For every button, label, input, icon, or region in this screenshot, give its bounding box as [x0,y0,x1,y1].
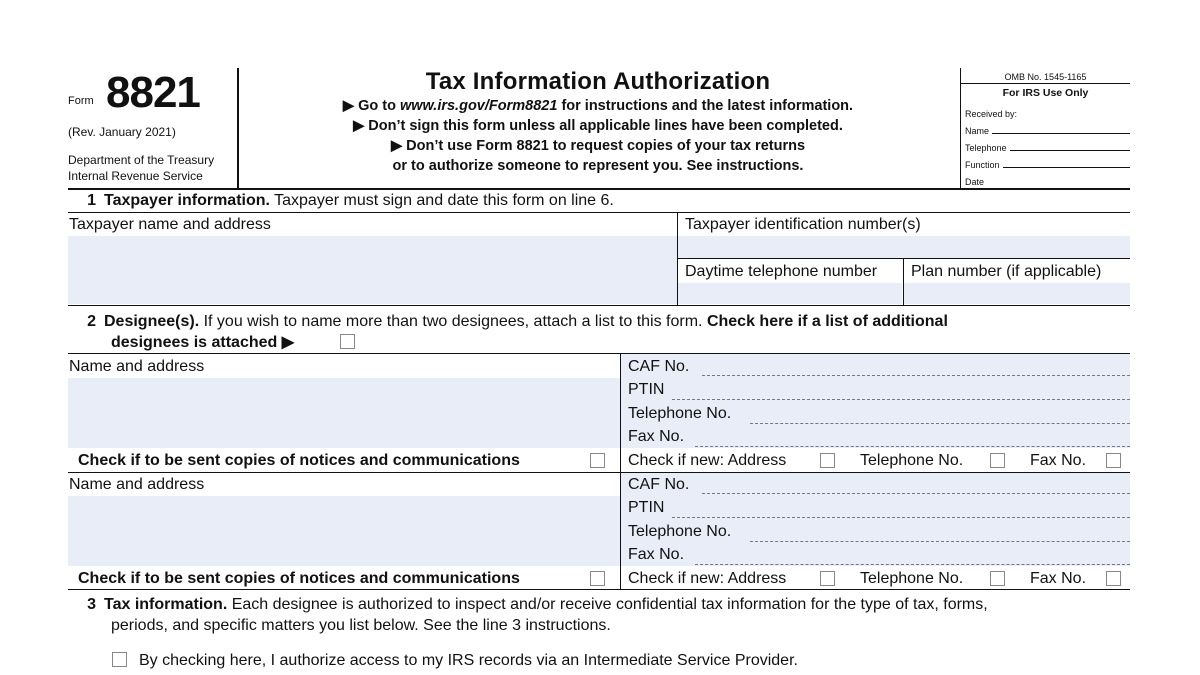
designee-1-ptin-label: PTIN [628,381,665,398]
department-block [68,152,214,184]
omb-number: OMB No. 1545-1165 [961,68,1130,84]
arrow-icon: ▶ [353,118,365,134]
designee-1-ptin-input[interactable] [672,399,1130,400]
section-2-check-text-cont: designees is attached ▶ [111,334,295,351]
received-by-row [961,102,1130,119]
divider [68,212,1130,213]
department-name: Department of the Treasury [68,153,215,167]
designee-2-ptin-input[interactable] [672,517,1130,518]
bullet-1 [248,96,948,116]
irs-date-row [961,170,1130,187]
section-3-desc: Each designee is authorized to inspect and/or receive confidential tax information for the type of tax, forms, [231,596,988,613]
arrow-icon: ▶ [390,138,403,154]
designee-2-new-address-label: Check if new: Address [628,570,787,587]
designee-1-new-phone-label: Telephone No. [860,452,964,469]
designee-2-name-input[interactable] [68,496,620,566]
section-2-heading [68,313,948,331]
designee-1-fields-bg [621,354,1130,448]
tin-label: Taxpayer identification number(s) [685,216,921,233]
designee-1-new-phone-checkbox[interactable] [990,453,1005,468]
bullet-1-post: for instructions and the latest information. [561,98,854,114]
form-header [68,68,1130,190]
designee-2-new-fax-checkbox[interactable] [1106,571,1121,586]
bullet-3-text: Don’t use Form 8821 to request copies of your tax returns [406,138,806,154]
section-2-check-text: Check here if a list of additional [706,313,948,330]
designee-2-fax-input[interactable] [695,564,1130,565]
instructions-link[interactable]: www.irs.gov/Form8821 [400,98,558,114]
received-by-label: Received by: [965,109,1018,119]
plan-number-input[interactable] [904,283,1130,304]
designee-1-copies-checkbox[interactable] [590,453,605,468]
irs-function-label: Function [965,160,1000,170]
section-3-heading [68,596,988,614]
designee-1-new-fax-label: Fax No. [1030,452,1087,469]
designee-1-new-address-label: Check if new: Address [628,452,787,469]
bullet-2-text: Don’t sign this form unless all applicable lines have been completed. [368,118,843,134]
designee-1-caf-label: CAF No. [628,358,690,375]
daytime-phone-label: Daytime telephone number [685,263,878,280]
bullet-3-cont: or to authorize someone to represent you. See instructions. [392,158,804,174]
section-3-desc-cont: periods, and specific matters you list below. See the line 3 instructions. [111,617,611,634]
irs-date-label: Date [965,177,985,187]
designee-2-caf-input[interactable] [702,493,1130,494]
form-word: Form [68,95,94,107]
designee-1-new-address-checkbox[interactable] [820,453,835,468]
section-1-heading [68,192,614,210]
designee-1-fax-label: Fax No. [628,428,685,445]
designee-2-name-label: Name and address [69,476,205,493]
isp-checkbox[interactable] [112,652,127,667]
irs-function-row [961,153,1130,170]
irs-use-only: For IRS Use Only [1002,87,1089,99]
agency-name: Internal Revenue Service [68,169,203,183]
section-2-title: Designee(s). [104,313,200,330]
irs-name-line [992,133,1130,134]
irs-telephone-row [961,136,1130,153]
designee-1-new-fax-checkbox[interactable] [1106,453,1121,468]
designee-2-fax-label: Fax No. [628,546,685,563]
irs-telephone-line [1010,150,1130,151]
irs-telephone-label: Telephone [965,143,1007,153]
designee-2-ptin-label: PTIN [628,499,665,516]
designee-1-fax-input[interactable] [695,446,1130,447]
designee-2-new-address-checkbox[interactable] [820,571,835,586]
irs-function-line [1003,167,1130,168]
section-1-desc: Taxpayer must sign and date this form on line 6. [274,192,614,209]
designee-1-name-label: Name and address [69,358,205,375]
designee-2-new-phone-checkbox[interactable] [990,571,1005,586]
bullet-2 [248,116,948,136]
designee-2-fields-bg [621,473,1130,566]
designee-2-copies-checkbox[interactable] [590,571,605,586]
form-number: 8821 [106,68,200,117]
section-3-number: 3 [87,596,96,613]
title-block [248,68,948,176]
section-1-title: Taxpayer information. [104,192,270,209]
irs-name-label: Name [965,126,990,136]
divider [68,305,1130,306]
arrow-icon: ▶ [342,98,355,114]
bullet-1-pre: Go to [358,98,396,114]
designee-2-telephone-input[interactable] [750,541,1130,542]
designee-2-new-phone-label: Telephone No. [860,570,964,587]
designee-2-caf-label: CAF No. [628,476,690,493]
designee-1-telephone-label: Telephone No. [628,405,732,422]
section-2-desc: If you wish to name more than two designees, attach a list to this form. [203,313,703,330]
form-title: Tax Information Authorization [425,68,771,95]
designee-2-new-fax-label: Fax No. [1030,570,1087,587]
taxpayer-name-input[interactable] [68,236,677,304]
additional-designees-checkbox[interactable] [340,334,355,349]
tin-input[interactable] [678,236,1130,258]
section-2-number: 2 [87,313,96,330]
section-3-title: Tax information. [104,596,228,613]
designee-1-name-input[interactable] [68,378,620,448]
daytime-phone-input[interactable] [678,283,902,304]
designee-1-caf-input[interactable] [702,375,1130,376]
designee-1-telephone-input[interactable] [750,423,1130,424]
plan-number-label: Plan number (if applicable) [911,263,1102,280]
form-revision: (Rev. January 2021) [68,125,176,139]
taxpayer-name-label: Taxpayer name and address [69,216,271,233]
designee-2-copies-label: Check if to be sent copies of notices and communications [78,570,520,587]
bullet-3 [248,136,948,156]
section-2-heading-cont [111,332,294,352]
designee-1-copies-label: Check if to be sent copies of notices and communications [78,452,520,469]
divider [68,589,1130,590]
designee-2-telephone-label: Telephone No. [628,523,732,540]
section-1-number: 1 [87,192,96,209]
irs-use-box [960,68,1130,188]
form-id-block [68,68,239,188]
irs-name-row [961,119,1130,136]
isp-label: By checking here, I authorize access to my IRS records via an Intermediate Service Provider. [139,652,798,669]
